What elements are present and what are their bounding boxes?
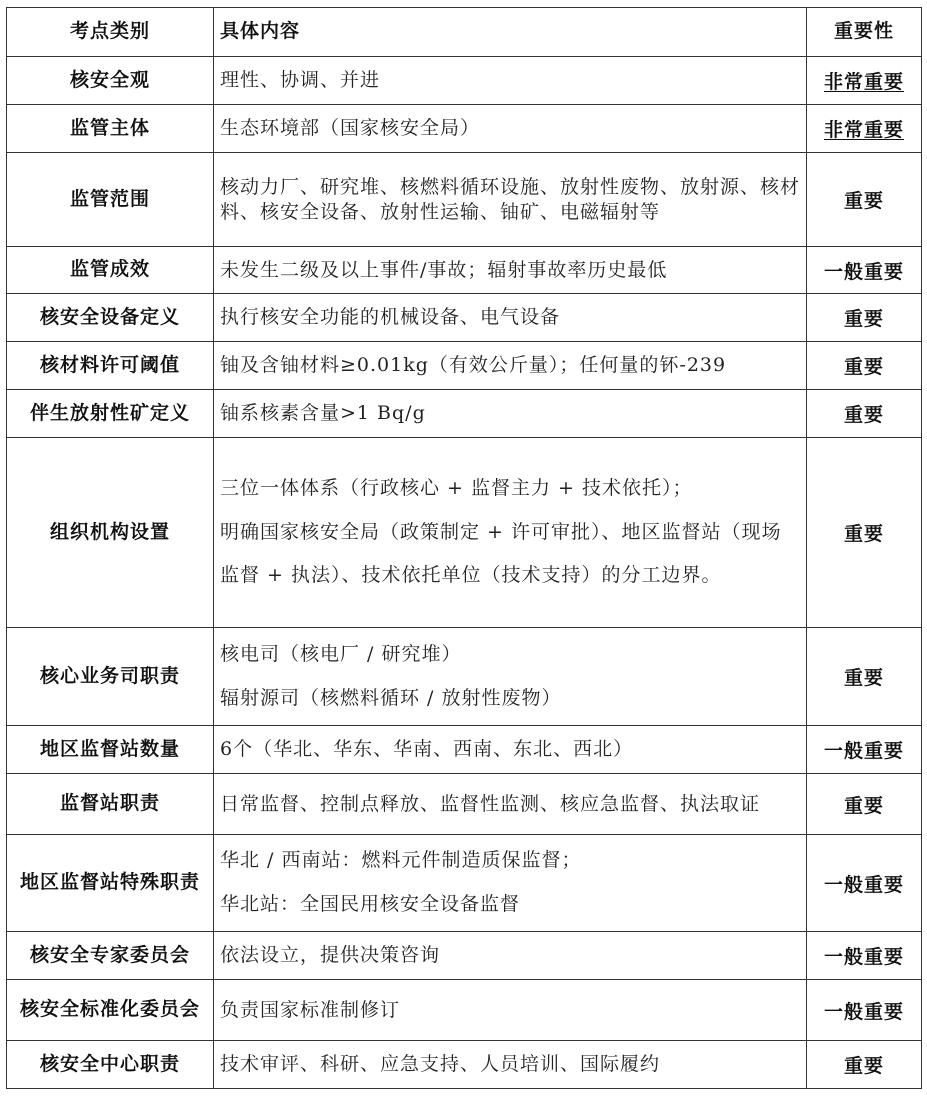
content-line: 理性、协调、并进 xyxy=(220,69,381,92)
table-row xyxy=(7,294,922,342)
header-row xyxy=(7,8,922,57)
content-cell xyxy=(214,438,807,628)
content-line: 铀系核素含量>1 Bq/g xyxy=(220,402,426,425)
importance-cell xyxy=(807,247,922,294)
importance-label: 重要 xyxy=(843,1055,884,1077)
content-line: 核电司（核电厂 / 研究堆） xyxy=(220,642,462,665)
importance-cell xyxy=(807,294,922,342)
category-cell: 核材料许可阈值 xyxy=(7,342,214,390)
content-line: 铀及含铀材料≥0.01kg（有效公斤量）；任何量的钚-239 xyxy=(220,354,727,377)
importance-label: 重要 xyxy=(843,356,884,378)
content-cell xyxy=(214,153,807,247)
category-cell: 核安全专家委员会 xyxy=(7,932,214,980)
content-line: 生态环境部（国家核安全局） xyxy=(220,117,481,140)
importance-label: 重要 xyxy=(843,667,884,689)
content-cell xyxy=(214,980,807,1041)
content-cell xyxy=(214,247,807,294)
table-row xyxy=(7,57,922,105)
table-row xyxy=(7,835,922,932)
importance-label: 一般重要 xyxy=(823,260,904,283)
header-content: 具体内容 xyxy=(214,8,807,57)
table-row xyxy=(7,438,922,628)
importance-label: 一般重要 xyxy=(823,946,904,968)
exam-points-table xyxy=(6,7,922,1089)
content-line: 华北站：全国民用核安全设备监督 xyxy=(220,893,521,915)
content-line: 三位一体体系（行政核心 + 监督主力 + 技术依托）； xyxy=(220,476,693,499)
importance-label: 一般重要 xyxy=(823,873,904,896)
category-cell: 伴生放射性矿定义 xyxy=(7,390,214,438)
table-row xyxy=(7,247,922,294)
table-row xyxy=(7,726,922,774)
category-cell: 核安全中心职责 xyxy=(7,1041,214,1089)
content-cell xyxy=(214,835,807,932)
table-row xyxy=(7,628,922,726)
importance-label: 一般重要 xyxy=(823,1000,904,1023)
content-cell xyxy=(214,342,807,390)
category-cell: 组织机构设置 xyxy=(7,438,214,628)
importance-label: 重要 xyxy=(843,308,884,330)
importance-cell xyxy=(807,835,922,932)
importance-label: 重要 xyxy=(843,404,884,426)
importance-cell xyxy=(807,342,922,390)
importance-label: 非常重要 xyxy=(823,71,904,93)
importance-cell xyxy=(807,726,922,774)
table-row xyxy=(7,1041,922,1089)
importance-cell xyxy=(807,628,922,726)
table-row xyxy=(7,105,922,153)
content-line: 技术审评、科研、应急支持、人员培训、国际履约 xyxy=(220,1053,661,1076)
table-row xyxy=(7,932,922,980)
header-importance: 重要性 xyxy=(807,8,922,57)
category-cell: 监管主体 xyxy=(7,105,214,153)
category-cell: 监管成效 xyxy=(7,247,214,294)
importance-cell xyxy=(807,1041,922,1089)
importance-label: 非常重要 xyxy=(823,119,904,141)
table-row xyxy=(7,153,922,247)
content-cell xyxy=(214,105,807,153)
importance-cell xyxy=(807,932,922,980)
content-cell xyxy=(214,774,807,835)
content-line: 华北 / 西南站：燃料元件制造质保监督； xyxy=(220,849,582,872)
content-line: 日常监督、控制点释放、监督性监测、核应急监督、执法取证 xyxy=(220,792,761,815)
importance-label: 一般重要 xyxy=(823,740,904,762)
content-line: 未发生二级及以上事件/事故；辐射事故率历史最低 xyxy=(220,258,668,281)
importance-cell xyxy=(807,390,922,438)
content-cell xyxy=(214,57,807,105)
importance-cell xyxy=(807,438,922,628)
table-body xyxy=(7,57,922,1089)
table-row xyxy=(7,342,922,390)
category-cell: 核安全观 xyxy=(7,57,214,105)
table-row xyxy=(7,774,922,835)
content-cell xyxy=(214,628,807,726)
category-cell: 监管范围 xyxy=(7,153,214,247)
category-cell: 地区监督站数量 xyxy=(7,726,214,774)
header-category: 考点类别 xyxy=(7,8,214,57)
importance-label: 重要 xyxy=(843,523,884,545)
importance-cell xyxy=(807,774,922,835)
importance-label: 重要 xyxy=(843,190,884,212)
content-line: 依法设立，提供决策咨询 xyxy=(220,944,441,967)
category-cell: 监督站职责 xyxy=(7,774,214,835)
category-cell: 地区监督站特殊职责 xyxy=(7,835,214,932)
content-cell xyxy=(214,932,807,980)
importance-label: 重要 xyxy=(843,794,884,817)
importance-cell xyxy=(807,105,922,153)
category-cell: 核安全设备定义 xyxy=(7,294,214,342)
category-cell: 核安全标准化委员会 xyxy=(7,980,214,1041)
importance-cell xyxy=(807,980,922,1041)
content-line: 负责国家标准制修订 xyxy=(220,998,401,1021)
content-line: 辐射源司（核燃料循环 / 放射性废物） xyxy=(220,686,562,709)
content-cell xyxy=(214,726,807,774)
category-cell: 核心业务司职责 xyxy=(7,628,214,726)
content-line: 6个（华北、华东、华南、西南、东北、西北） xyxy=(220,738,634,761)
importance-cell xyxy=(807,57,922,105)
table-row xyxy=(7,980,922,1041)
importance-cell xyxy=(807,153,922,247)
content-cell xyxy=(214,1041,807,1089)
content-cell xyxy=(214,390,807,438)
content-cell xyxy=(214,294,807,342)
table-row xyxy=(7,390,922,438)
content-line: 核动力厂、研究堆、核燃料循环设施、放射性废物、放射源、核材料、核安全设备、放射性运输、铀矿、电磁辐射等 xyxy=(220,175,801,223)
content-line: 明确国家核安全局（政策制定 + 许可审批）、地区监督站（现场监督 + 执法）、技术依托单位（技术支持）的分工边界。 xyxy=(220,520,782,587)
content-line: 执行核安全功能的机械设备、电气设备 xyxy=(220,306,561,329)
